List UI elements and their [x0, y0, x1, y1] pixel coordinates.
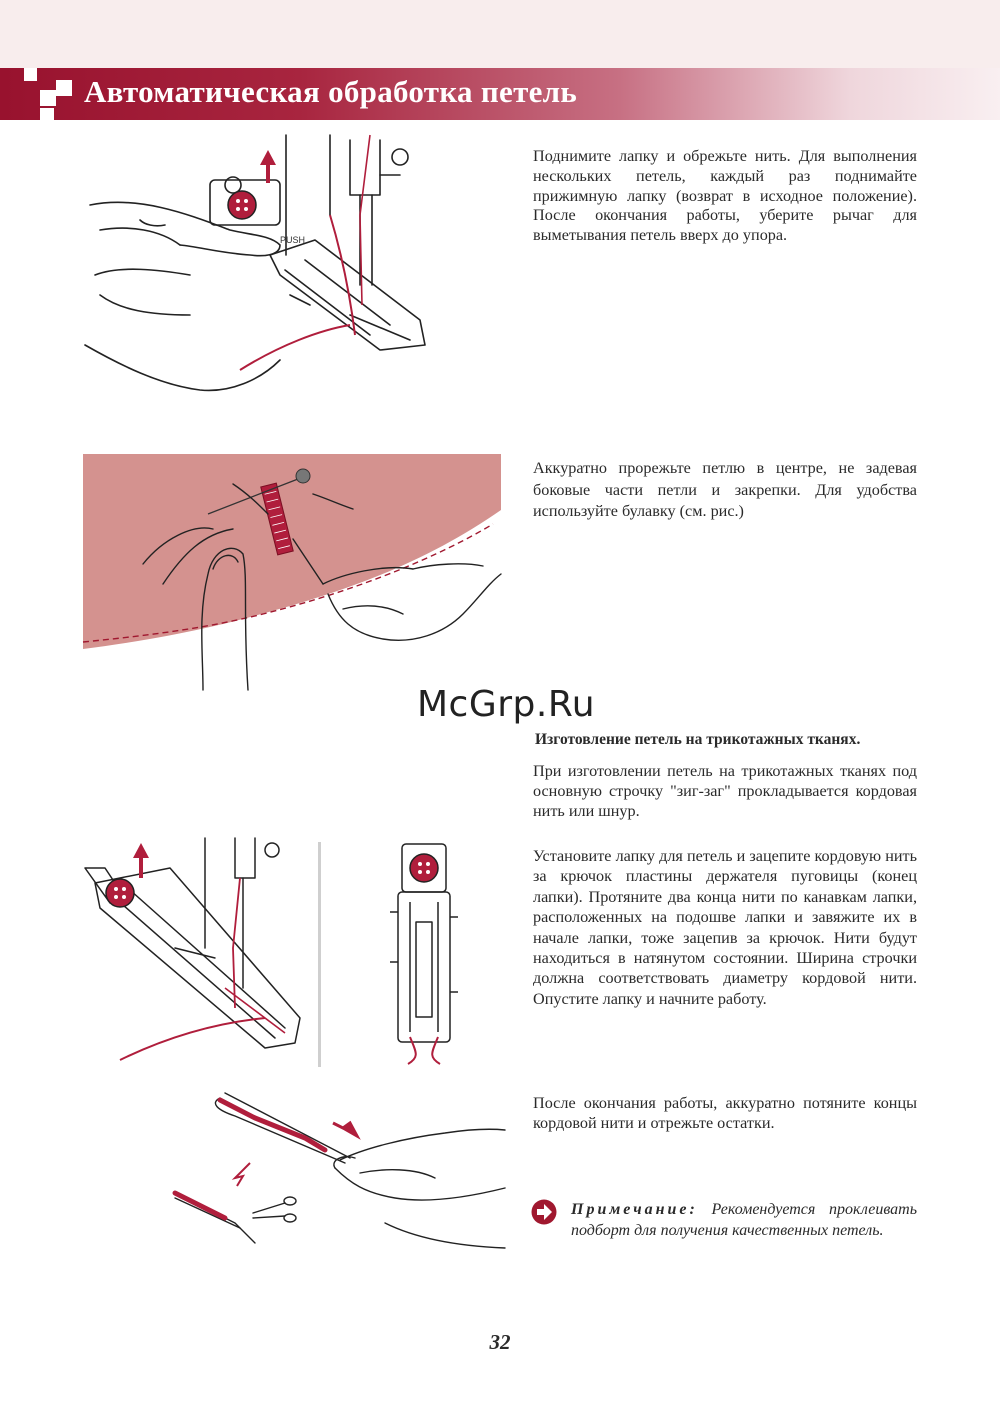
checker-square [24, 68, 37, 81]
note-arrow-icon [531, 1199, 557, 1225]
illustration-divider [318, 842, 321, 1067]
note-label: Примечание: [571, 1201, 698, 1218]
knit-setup-text: Установите лапку для петель и зацепите кордовую нить за крючок пластины держателя пуговицы (конец лапки). Протяните два конца нити по канавкам лапки, расположенных на подошве лапки и завяжите их в начале лапки, тоже зацепив за крючок. Нити будут находиться в натянутом состоянии. Ширина строчки должна соответствовать диаметру кордовой нити. Опустите лапку и начните работу. [533, 847, 917, 1008]
step2-text: Аккуратно прорежьте петлю в центре, не задевая боковые части петли и закрепки. Для удобства используйте булавку (см. рис.) [533, 459, 917, 520]
illustration-pull-cord [165, 1088, 510, 1278]
checker-square [56, 80, 72, 96]
knit-finish-text: После окончания работы, аккуратно потяните концы кордовой нити и отрежьте остатки. [533, 1094, 917, 1132]
page-title: Автоматическая обработка петель [84, 74, 578, 109]
note [571, 1199, 917, 1241]
illustration-cut-buttonhole [83, 454, 503, 690]
watermark: McGrp.Ru [416, 684, 596, 725]
illustration-foot-bottom-view [380, 842, 470, 1067]
section-subheading: Изготовление петель на трикотажных тканях. [535, 731, 861, 748]
push-label: PUSH [280, 235, 306, 245]
step1-text: Поднимите лапку и обрежьте нить. Для выполнения нескольких петель, каждый раз поднимайте прижимную лапку (возврат в исходное положение). После окончания работы, уберите рычаг для выметывания петель вверх до упора. [533, 147, 917, 245]
checker-square [40, 90, 56, 106]
page-number: 32 [489, 1330, 511, 1354]
knit-intro-text: При изготовлении петель на трикотажных тканях под основную строчку "зиг-заг" прокладывается кордовая нить или шнур. [533, 762, 917, 820]
illustration-cord-foot [115, 838, 325, 1068]
illustration-raise-foot [80, 135, 440, 405]
checker-square [40, 108, 54, 120]
top-band [0, 0, 1000, 68]
note-body: Рекомендуется проклеивать подборт для получения качественных петель. [571, 1201, 918, 1239]
